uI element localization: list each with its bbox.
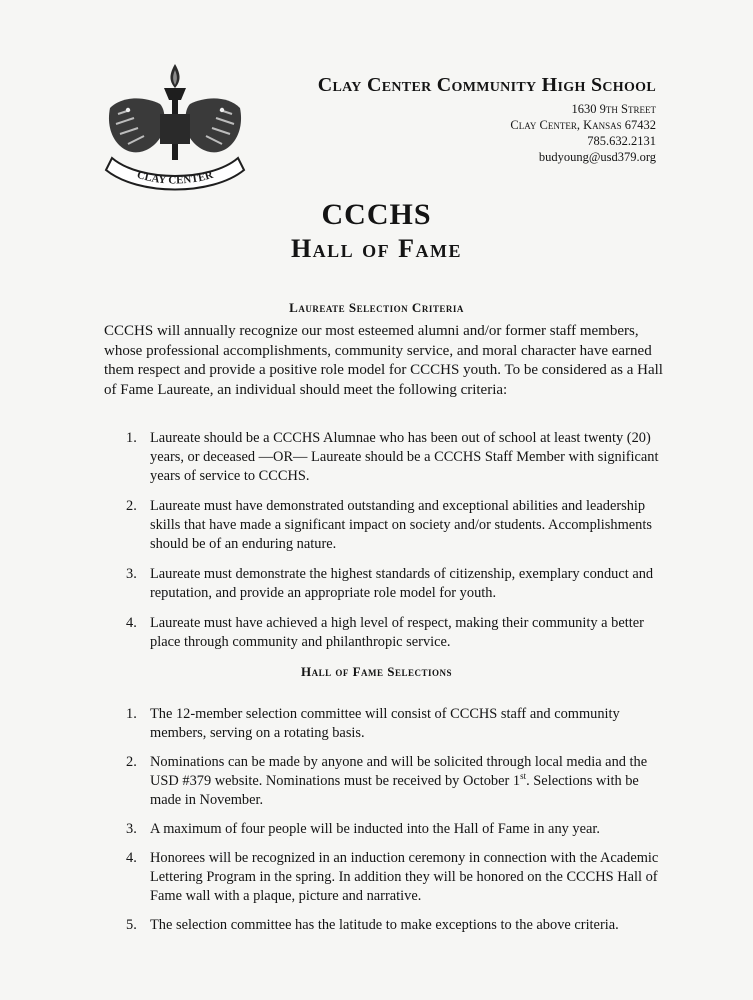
selections-list [104, 705, 664, 945]
list-item [104, 753, 664, 810]
list-number: 1. [126, 706, 137, 722]
list-text: A maximum of four people will be inducted into the Hall of Fame in any year. [150, 821, 601, 837]
city-state-zip: Clay Center, Kansas 67432 [510, 118, 656, 132]
list-number: 5. [126, 917, 137, 933]
intro-paragraph: CCCHS will annually recognize our most esteemed alumni and/or former staff members, whose professional accomplishments, community service, and moral character have earned them respect and provide a positive role model for CCCHS youth. To be considered as a Hall of Fame Laureate, an individual should meet the following criteria: [104, 323, 663, 398]
list-text: The 12-member selection committee will consist of CCCHS staff and community members, serving on a rotating basis. [150, 706, 620, 741]
list-item [104, 820, 664, 839]
ordinal-suffix: st [520, 771, 527, 782]
street-address: 1630 9th Street [571, 102, 656, 116]
phone-number: 785.632.2131 [587, 134, 656, 148]
list-text: Nominations can be made by anyone and will be solicited through local media and the USD #379 website. Nominations must be received by October 1 [150, 754, 648, 789]
crest-banner-text: CLAY CENTER [135, 168, 215, 187]
list-item [104, 916, 664, 935]
list-text: The selection committee has the latitude to make exceptions to the above criteria. [150, 917, 619, 933]
list-number: 1. [126, 430, 137, 446]
school-name: Clay Center Community High School [317, 74, 656, 96]
list-item [104, 565, 664, 603]
list-text: Laureate should be a CCCHS Alumnae who has been out of school at least twenty (20) years, or deceased —OR— Laureate should be a CCCHS Staff Member with significant years of service to CCCHS. [150, 430, 659, 484]
school-crest-logo [100, 58, 250, 193]
selections-heading: Hall of Fame Selections [300, 664, 453, 679]
list-item [104, 497, 664, 554]
list-text: Laureate must demonstrate the highest standards of citizenship, exemplary conduct and reputation, and provide an appropriate role model for youth. [150, 566, 654, 601]
list-text: Laureate must have demonstrated outstanding and exceptional abilities and leadership skills that have made a significant impact on society and/or students. Accomplishments should be of an enduring nature. [150, 498, 652, 552]
list-number: 2. [126, 754, 137, 770]
criteria-list [104, 429, 664, 663]
email-address: budyoung@usd379.org [538, 150, 656, 164]
page-title: CCCHS [321, 198, 432, 231]
list-number: 3. [126, 566, 137, 582]
list-text: Laureate must have achieved a high level of respect, making their community a better place through community and philanthropic service. [150, 615, 644, 650]
list-number: 3. [126, 821, 137, 837]
list-text: Honorees will be recognized in an induction ceremony in connection with the Academic Lettering Program in the spring. In addition they will be honored on the CCCHS Hall of Fame wall with a plaque, picture and narrative. [150, 850, 659, 904]
list-item [104, 614, 664, 652]
list-text: . Selections with be made in November. [150, 773, 639, 808]
school-contact-block [318, 74, 656, 165]
page-subtitle: Hall of Fame [290, 234, 463, 263]
list-item [104, 429, 664, 486]
list-number: 4. [126, 850, 137, 866]
criteria-heading: Laureate Selection Criteria [289, 300, 464, 315]
list-number: 4. [126, 615, 137, 631]
list-item [104, 705, 664, 743]
list-number: 2. [126, 498, 137, 514]
list-item [104, 849, 664, 906]
